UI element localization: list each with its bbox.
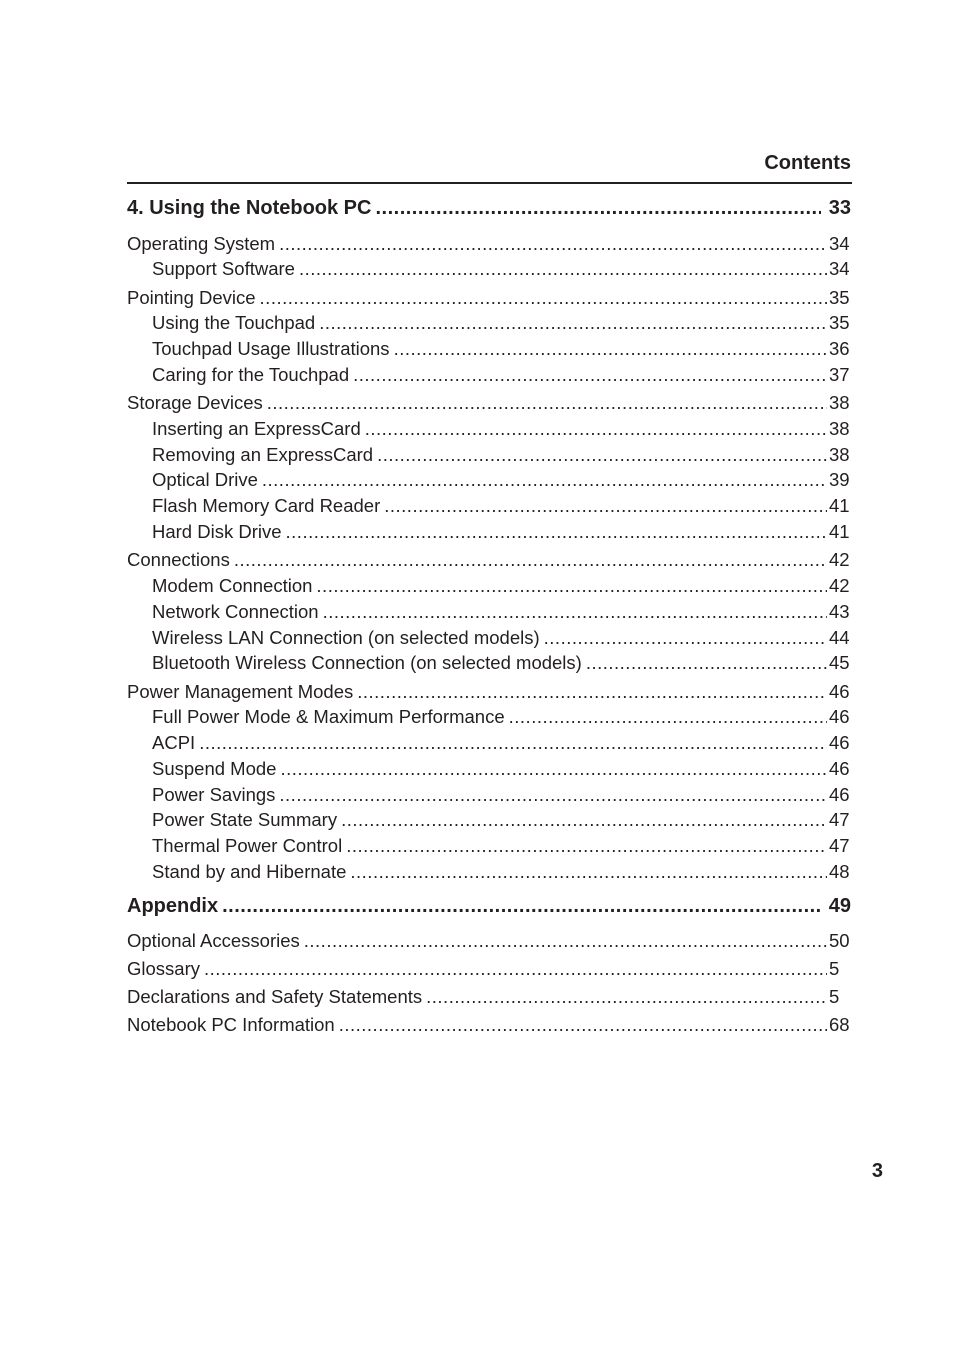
toc-entry	[127, 391, 851, 415]
toc-entry-label: Removing an ExpressCard	[152, 444, 374, 465]
toc-entry-page: 44	[829, 627, 850, 648]
toc-entry-label: Bluetooth Wireless Connection (on selected models)	[152, 652, 582, 673]
toc-entry-page: 35	[829, 287, 850, 308]
toc-entry-page: 46	[829, 706, 850, 727]
toc-entry-label: Optical Drive	[152, 469, 258, 490]
toc-entry-label: Wireless LAN Connection (on selected models)	[152, 627, 540, 648]
toc-entry-label: Glossary	[127, 958, 200, 979]
dot-leader	[299, 257, 827, 281]
toc-entry-page: 38	[829, 444, 850, 465]
toc-entry-label: Stand by and Hibernate	[152, 861, 347, 882]
toc-entry-label: Pointing Device	[127, 287, 256, 308]
dot-leader	[316, 574, 827, 598]
dot-leader	[319, 311, 827, 335]
toc-entry	[152, 600, 851, 624]
dot-leader	[280, 757, 827, 781]
toc-entry-page: 47	[829, 809, 850, 830]
toc-entry	[152, 311, 851, 335]
toc-entry-label: Optional Accessories	[127, 930, 300, 951]
dot-leader	[222, 894, 821, 918]
toc-entry-page: 43	[829, 601, 850, 622]
toc-entry	[127, 985, 851, 1009]
dot-leader	[365, 417, 827, 441]
toc-entry	[152, 417, 851, 441]
dot-leader	[426, 985, 827, 1009]
toc-entry-label: Notebook PC Information	[127, 1014, 335, 1035]
toc-entry	[152, 443, 851, 467]
toc-entry	[127, 548, 851, 572]
toc-entry-label: Modem Connection	[152, 575, 313, 596]
dot-leader	[377, 443, 827, 467]
toc-entry-label: Support Software	[152, 258, 295, 279]
dot-leader	[339, 1013, 827, 1037]
toc-entry-page: 41	[829, 495, 850, 516]
toc-entry-label: Caring for the Touchpad	[152, 364, 350, 385]
dot-leader	[384, 494, 827, 518]
toc-entry	[152, 731, 851, 755]
page-number: 3	[871, 1160, 883, 1182]
dot-leader	[262, 468, 827, 492]
toc-entry-label: Declarations and Safety Statements	[127, 986, 423, 1007]
toc-entry-page: 48	[829, 861, 850, 882]
dot-leader	[267, 391, 827, 415]
toc-entry-page: 36	[829, 338, 850, 359]
toc-entry-page: 50	[829, 930, 850, 951]
toc-entry-page: 33	[828, 197, 851, 219]
toc-entry	[152, 257, 851, 281]
dot-leader	[304, 929, 827, 953]
toc-entry-page: 49	[828, 895, 851, 917]
dot-leader	[204, 957, 827, 981]
toc-entry	[152, 520, 851, 544]
toc-entry	[152, 337, 851, 361]
toc-entry	[127, 957, 851, 981]
toc-entry-page: 42	[829, 549, 850, 570]
toc-entry	[152, 834, 851, 858]
toc-entry-label: Suspend Mode	[152, 758, 277, 779]
toc-entry-page: 41	[829, 521, 850, 542]
toc-entry	[152, 626, 851, 650]
page-header-title: Contents	[764, 152, 851, 174]
toc-entry-page: 46	[829, 758, 850, 779]
toc-entry-label: Connections	[127, 549, 230, 570]
dot-leader	[394, 337, 827, 361]
toc-entry-page: 46	[829, 681, 850, 702]
dot-leader	[544, 626, 827, 650]
toc-entry-page: 38	[829, 418, 850, 439]
toc-entry-page: 34	[829, 233, 850, 254]
toc-entry-label: Hard Disk Drive	[152, 521, 282, 542]
toc-entry-page: 37	[829, 364, 850, 385]
toc-entry-label: Touchpad Usage Illustrations	[152, 338, 390, 359]
toc-entry-page: 5	[829, 986, 840, 1007]
dot-leader	[586, 651, 827, 675]
toc-entry-label: Operating System	[127, 233, 276, 254]
toc-entry-label: Power State Summary	[152, 809, 338, 830]
toc-entry-label: Storage Devices	[127, 392, 263, 413]
toc-entry	[152, 494, 851, 518]
toc-entry-label: Appendix	[127, 895, 219, 917]
toc-entry-label: Full Power Mode & Maximum Performance	[152, 706, 505, 727]
dot-leader	[346, 834, 827, 858]
dot-leader	[323, 600, 827, 624]
toc-entry-page: 5	[829, 958, 840, 979]
toc-entry-page: 47	[829, 835, 850, 856]
dot-leader	[279, 232, 827, 256]
dot-leader	[509, 705, 827, 729]
toc-entry	[152, 363, 851, 387]
toc-entry-page: 34	[829, 258, 850, 279]
toc-entry	[127, 680, 851, 704]
toc-entry-page: 42	[829, 575, 850, 596]
toc-entry	[127, 232, 851, 256]
toc-entry	[152, 783, 851, 807]
toc-entry-page: 68	[829, 1014, 850, 1035]
toc-chapter-entry	[127, 196, 851, 220]
toc-entry-page: 46	[829, 732, 850, 753]
toc-entry-page: 46	[829, 784, 850, 805]
toc-entry-page: 39	[829, 469, 850, 490]
toc-entry	[152, 468, 851, 492]
dot-leader	[260, 286, 827, 310]
toc-entry	[152, 860, 851, 884]
toc-entry-page: 38	[829, 392, 850, 413]
toc-entry-label: Power Savings	[152, 784, 276, 805]
toc-entry-label: Network Connection	[152, 601, 319, 622]
dot-leader	[279, 783, 827, 807]
dot-leader	[341, 808, 827, 832]
toc-entry	[152, 757, 851, 781]
toc-entry-label: Thermal Power Control	[152, 835, 343, 856]
toc-entry-label: Using the Touchpad	[152, 312, 316, 333]
toc-entry	[152, 574, 851, 598]
dot-leader	[357, 680, 827, 704]
dot-leader	[234, 548, 827, 572]
dot-leader	[286, 520, 827, 544]
toc-entry-label: 4. Using the Notebook PC	[127, 197, 372, 219]
toc-entry-page: 45	[829, 652, 850, 673]
header-rule	[127, 182, 852, 184]
toc-entry	[127, 286, 851, 310]
toc-entry-label: Inserting an ExpressCard	[152, 418, 361, 439]
dot-leader	[199, 731, 827, 755]
toc-entry	[127, 929, 851, 953]
toc-entry-label: ACPI	[152, 732, 196, 753]
toc-entry	[152, 808, 851, 832]
toc-chapter-entry	[127, 894, 851, 918]
toc-entry-label: Power Management Modes	[127, 681, 354, 702]
toc-entry	[152, 705, 851, 729]
dot-leader	[353, 363, 827, 387]
toc-entry-page: 35	[829, 312, 850, 333]
dot-leader	[375, 196, 820, 220]
toc-entry-label: Flash Memory Card Reader	[152, 495, 381, 516]
dot-leader	[350, 860, 827, 884]
toc-entry	[152, 651, 851, 675]
toc-entry	[127, 1013, 851, 1037]
